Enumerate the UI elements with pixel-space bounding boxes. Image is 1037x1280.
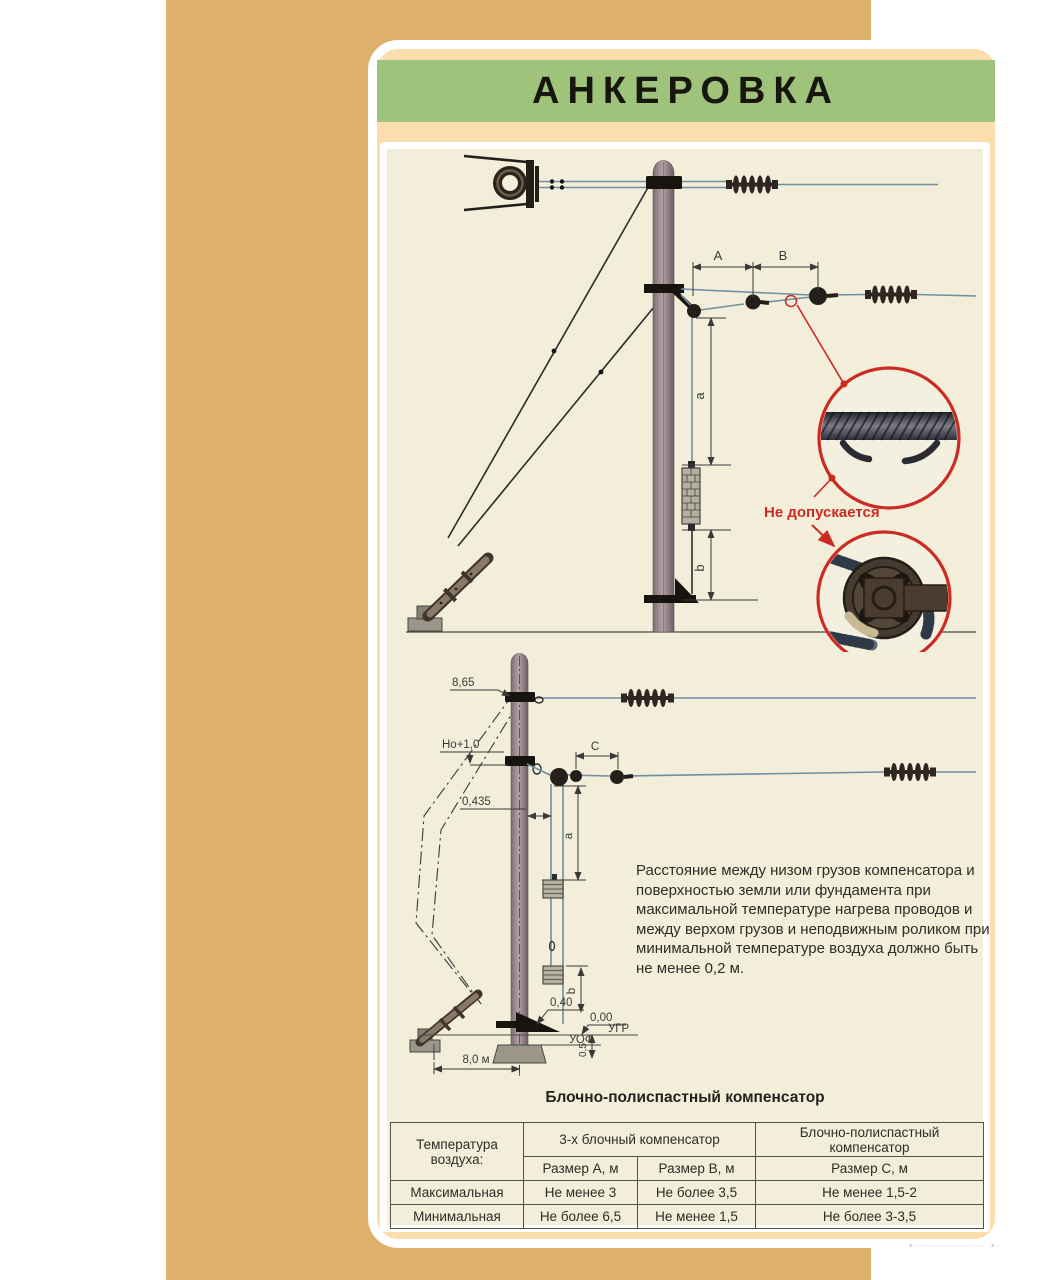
svg-text:0,00: 0,00 [590,1012,613,1024]
header-size-b: Размер В, м [638,1157,756,1181]
detail-broken-strand [797,305,964,508]
table-row [391,1205,984,1229]
poster-title: АНКЕРОВКА [532,69,840,112]
weight-stack-upper [543,874,563,951]
height-plus-label [440,739,508,765]
detail-pulley-wheel [812,525,950,652]
height-865-label [450,677,510,696]
offset-0435-label [460,796,551,816]
header-3block: 3-х блочный компенсатор [524,1123,756,1157]
row-min-a: Не более 6,5 [524,1205,638,1229]
insulator [865,286,917,304]
pulley [687,304,701,318]
dim-label-8m: 8,0 м [462,1054,490,1066]
pole-clamp [646,176,682,189]
label-ugr: УГР [608,1023,630,1035]
row-min-c: Не более 3-3,5 [756,1205,984,1229]
poster [166,0,1002,1280]
wire-level-1 [505,692,976,703]
insulator [726,176,778,194]
compensator-table [390,1122,984,1229]
label-040 [537,997,584,1024]
dimension-ab [682,318,758,600]
anchor-rod [408,558,488,631]
row-max-a: Не менее 3 [524,1181,638,1205]
pole [493,654,546,1077]
dim-label-b: b [566,987,578,995]
header-size-c: Размер С, м [756,1157,984,1181]
label-uof: УОФ [569,1034,594,1046]
header-pulley-block: Блочно-полиспастный компенсатор [756,1123,984,1157]
table-header-row [391,1123,984,1157]
row-max-b: Не более 3,5 [638,1181,756,1205]
row-max-label: Максимальная [391,1181,524,1205]
table-caption: Блочно-полиспастный компенсатор [545,1089,825,1106]
weight-stack [682,461,700,594]
row-min-label: Минимальная [391,1205,524,1229]
diagram-anchoring-overview [386,148,984,652]
dim-label-B: В [778,248,788,263]
dim-label-a: a [692,392,707,400]
svg-text:8,65: 8,65 [452,677,475,689]
dim-label-a: a [563,832,575,840]
copyright-small-print [856,1243,1002,1248]
header-temperature: Температура воздуха: [391,1123,524,1181]
dim-label-C: С [590,741,600,753]
dim-label-b: b [692,564,707,572]
title-band [377,60,995,122]
dimension-C [576,752,618,769]
note-text: Расстояние между низом грузов компенсатора и поверхностью земли или фундамента при максимальной температуре нагрева проводов и между верхом грузов и неподвижным роликом при минимальной температуре воздуха должно быть не менее 0,2 м. [636,862,990,977]
row-max-c: Не менее 1,5-2 [756,1181,984,1205]
dim-label-05: 0,5 [578,1043,589,1057]
table-row [391,1181,984,1205]
row-min-b: Не менее 1,5 [638,1205,756,1229]
weight-stack-lower [543,966,563,984]
svg-text:Нo+1,0: Нo+1,0 [442,739,480,751]
callout-source-circle [786,296,797,307]
insulator [621,689,674,707]
anchor-ring [464,156,539,210]
svg-text:0,435: 0,435 [462,796,491,808]
copyright-text: © ·· ············ ···········-····· ···· [909,1243,984,1248]
svg-text:0,40: 0,40 [550,997,573,1009]
pole [653,161,674,633]
header-size-a: Размер А, м [524,1157,638,1181]
insulator [884,763,936,781]
not-allowed-label: Не допускается [764,504,880,521]
guy-wires [448,170,663,546]
dim-label-A: А [713,248,723,263]
copyright-mark: ©···· [991,1243,1002,1248]
